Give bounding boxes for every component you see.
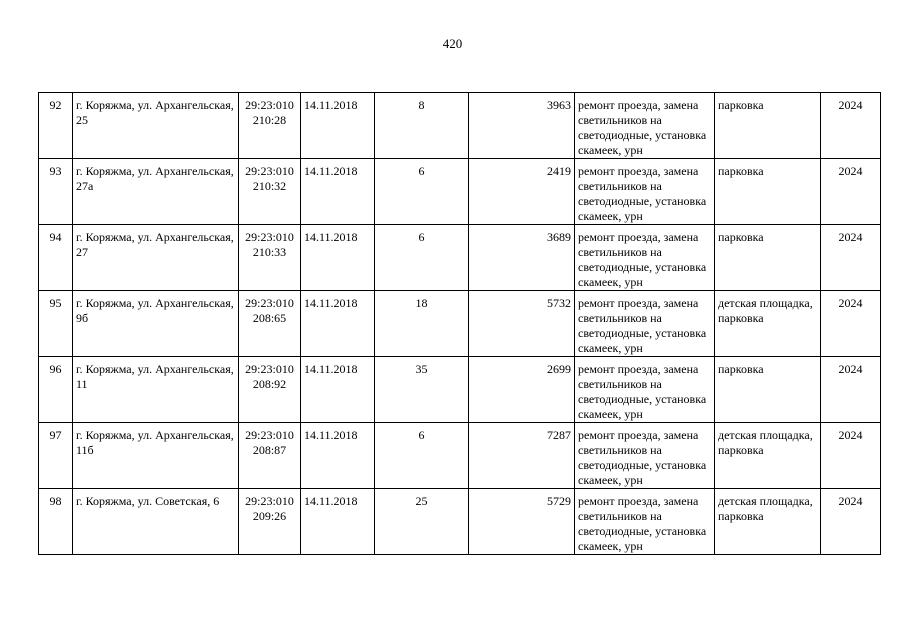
- cadastral-cell: 29:23:010 208:92: [239, 357, 301, 423]
- address-cell: г. Коряжма, ул. Архангельская, 9б: [73, 291, 239, 357]
- address-cell: г. Коряжма, ул. Советская, 6: [73, 489, 239, 555]
- type-cell: парковка: [715, 159, 821, 225]
- row-number: 97: [39, 423, 73, 489]
- row-number: 94: [39, 225, 73, 291]
- date-cell: 14.11.2018: [301, 423, 375, 489]
- registry-table: [38, 92, 881, 555]
- table-row: [39, 159, 881, 225]
- row-number: 95: [39, 291, 73, 357]
- cadastral-cell: 29:23:010 209:26: [239, 489, 301, 555]
- page-number: 420: [442, 36, 463, 51]
- year-cell: 2024: [821, 225, 881, 291]
- address-cell: г. Коряжма, ул. Архангельская, 27: [73, 225, 239, 291]
- area-cell: 5732: [469, 291, 575, 357]
- date-cell: 14.11.2018: [301, 357, 375, 423]
- works-cell: ремонт проезда, замена светильников на светодиодные, установка скамеек, урн: [575, 93, 715, 159]
- date-cell: 14.11.2018: [301, 291, 375, 357]
- table-row: [39, 423, 881, 489]
- count-cell: 6: [375, 159, 469, 225]
- count-cell: 18: [375, 291, 469, 357]
- type-cell: детская площадка, парковка: [715, 423, 821, 489]
- area-cell: 7287: [469, 423, 575, 489]
- year-cell: 2024: [821, 357, 881, 423]
- works-cell: ремонт проезда, замена светильников на светодиодные, установка скамеек, урн: [575, 489, 715, 555]
- type-cell: парковка: [715, 357, 821, 423]
- date-cell: 14.11.2018: [301, 159, 375, 225]
- works-cell: ремонт проезда, замена светильников на светодиодные, установка скамеек, урн: [575, 225, 715, 291]
- works-cell: ремонт проезда, замена светильников на светодиодные, установка скамеек, урн: [575, 291, 715, 357]
- cadastral-cell: 29:23:010 208:87: [239, 423, 301, 489]
- date-cell: 14.11.2018: [301, 489, 375, 555]
- works-cell: ремонт проезда, замена светильников на светодиодные, установка скамеек, урн: [575, 159, 715, 225]
- type-cell: детская площадка, парковка: [715, 489, 821, 555]
- type-cell: парковка: [715, 93, 821, 159]
- count-cell: 8: [375, 93, 469, 159]
- cadastral-cell: 29:23:010 210:28: [239, 93, 301, 159]
- area-cell: 2699: [469, 357, 575, 423]
- cadastral-cell: 29:23:010 210:32: [239, 159, 301, 225]
- year-cell: 2024: [821, 489, 881, 555]
- count-cell: 35: [375, 357, 469, 423]
- date-cell: 14.11.2018: [301, 225, 375, 291]
- row-number: 98: [39, 489, 73, 555]
- address-cell: г. Коряжма, ул. Архангельская, 27а: [73, 159, 239, 225]
- type-cell: детская площадка, парковка: [715, 291, 821, 357]
- count-cell: 6: [375, 423, 469, 489]
- year-cell: 2024: [821, 291, 881, 357]
- row-number: 96: [39, 357, 73, 423]
- year-cell: 2024: [821, 93, 881, 159]
- works-cell: ремонт проезда, замена светильников на светодиодные, установка скамеек, урн: [575, 357, 715, 423]
- date-cell: 14.11.2018: [301, 93, 375, 159]
- area-cell: 5729: [469, 489, 575, 555]
- works-cell: ремонт проезда, замена светильников на светодиодные, установка скамеек, урн: [575, 423, 715, 489]
- address-cell: г. Коряжма, ул. Архангельская, 25: [73, 93, 239, 159]
- row-number: 92: [39, 93, 73, 159]
- count-cell: 6: [375, 225, 469, 291]
- address-cell: г. Коряжма, ул. Архангельская, 11: [73, 357, 239, 423]
- area-cell: 2419: [469, 159, 575, 225]
- table-row: [39, 225, 881, 291]
- table-row: [39, 93, 881, 159]
- table-row: [39, 291, 881, 357]
- count-cell: 25: [375, 489, 469, 555]
- cadastral-cell: 29:23:010 208:65: [239, 291, 301, 357]
- table-row: [39, 489, 881, 555]
- cadastral-cell: 29:23:010 210:33: [239, 225, 301, 291]
- table-row: [39, 357, 881, 423]
- address-cell: г. Коряжма, ул. Архангельская, 11б: [73, 423, 239, 489]
- area-cell: 3689: [469, 225, 575, 291]
- row-number: 93: [39, 159, 73, 225]
- type-cell: парковка: [715, 225, 821, 291]
- area-cell: 3963: [469, 93, 575, 159]
- year-cell: 2024: [821, 423, 881, 489]
- year-cell: 2024: [821, 159, 881, 225]
